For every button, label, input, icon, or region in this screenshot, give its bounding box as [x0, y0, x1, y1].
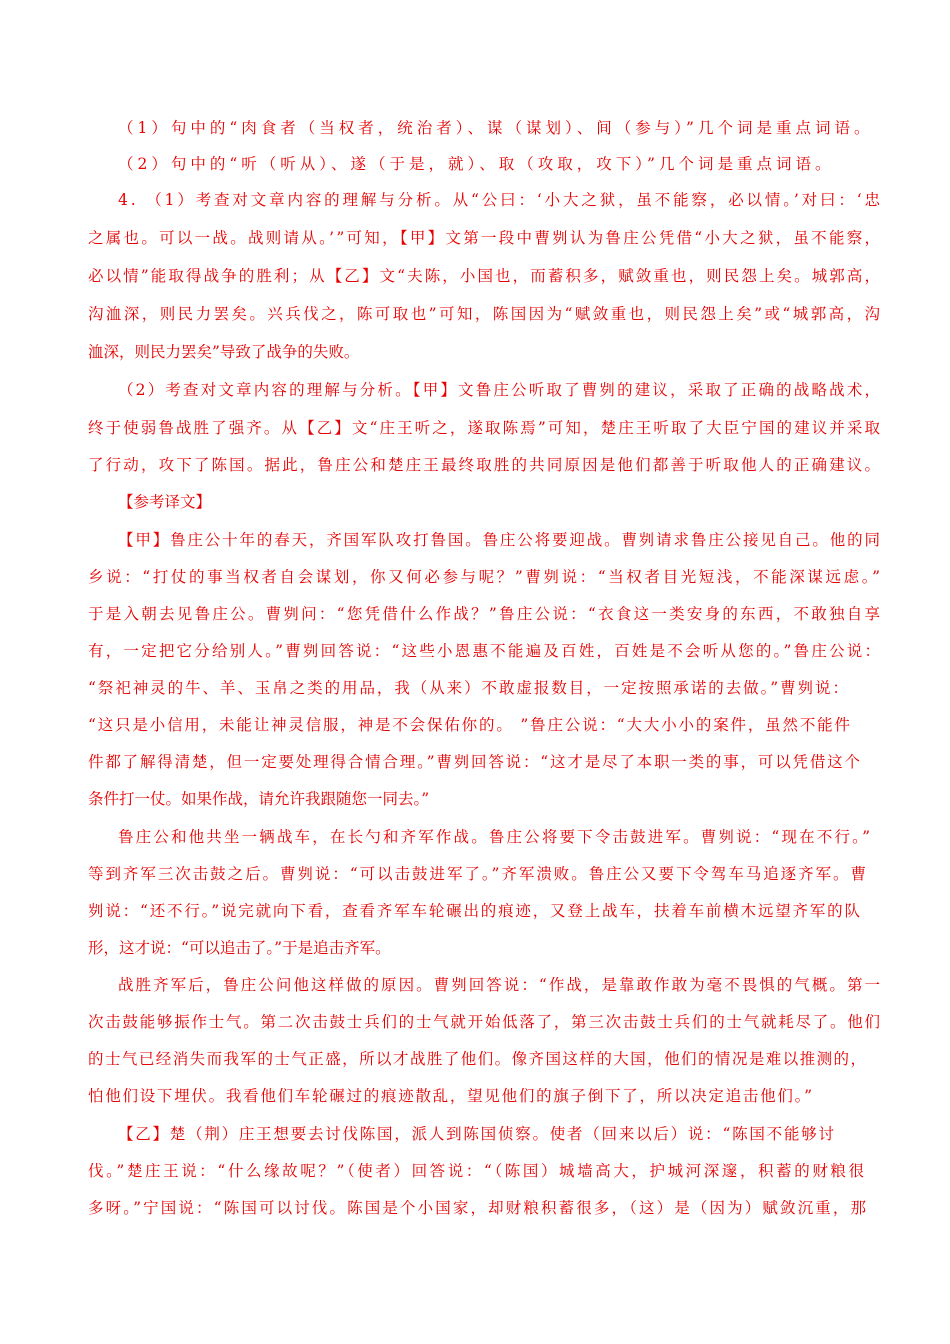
- answer-line: 了行动，攻下了陈国。据此，鲁庄公和楚庄王最终取胜的共同原因是他们都善于听取他人的正确建议。: [88, 456, 883, 474]
- translation-line: 鲁庄公和他共坐一辆战车，在长勺和齐军作战。鲁庄公将要下令击鼓进军。曹刿说：“现在不行。”: [118, 828, 873, 846]
- answer-line: 必以情”能取得战争的胜利；从【乙】文“夫陈，小国也，而蓄积多，赋敛重也，则民怨上矣。城郭高，: [88, 267, 883, 285]
- translation-line: 多呀。”宁国说：“陈国可以讨伐。陈国是个小国家，却财粮积蓄很多，（这）是（因为）赋敛沉重，那: [88, 1199, 869, 1217]
- section-heading: 【参考译文】: [118, 493, 212, 511]
- translation-line: 怕他们设下埋伏。我看他们车轮碾过的痕迹散乱，望见他们的旗子倒下了，所以决定追击他们。”: [88, 1087, 814, 1105]
- translation-line: 乡说：“打仗的事当权者自会谋划，你又何必参与呢？”曹刿说：“当权者目光短浅，不能深谋远虑。”: [88, 568, 883, 586]
- answer-line: 4. （1）考查对文章内容的理解与分析。从“公曰：‘小大之狱，虽不能察，必以情。’对曰：‘忠: [118, 191, 883, 209]
- answer-line: 终于使弱鲁战胜了强齐。从【乙】文“庄王听之，遂取陈焉”可知，楚庄王听取了大臣宁国的建议并采取: [88, 419, 883, 437]
- translation-line: 等到齐军三次击鼓之后。曹刿说：“可以击鼓进军了。”齐军溃败。鲁庄公又要下令驾车马追逐齐军。曹: [88, 865, 868, 883]
- answer-line: 沟洫深，则民力罢矣。兴兵伐之，陈可取也”可知，陈国因为“赋敛重也，则民怨上矣”或“城郭高，沟: [88, 305, 883, 323]
- translation-line: 有，一定把它分给别人。”曹刿回答说：“这些小恩惠不能遍及百姓，百姓是不会听从您的。”鲁庄公说：: [88, 642, 883, 660]
- answer-line: 洫深，则民力罢矣”导致了战争的失败。: [88, 343, 360, 361]
- answer-line: （2）句中的“听（听从）、遂（于是，就）、取（攻取，攻下）”几个词是重点词语。: [118, 155, 835, 173]
- translation-line: 的士气已经消失而我军的士气正盛，所以才战胜了他们。像齐国这样的大国，他们的情况是难以推测的，: [88, 1050, 868, 1068]
- answer-line: 之属也。可以一战。战则请从。’”可知，【甲】文第一段中曹刿认为鲁庄公凭借“小大之狱，虽不能察，: [88, 229, 883, 247]
- translation-line: 次击鼓能够振作士气。第二次击鼓士兵们的士气就开始低落了，第三次击鼓士兵们的士气就耗尽了。他们: [88, 1013, 882, 1031]
- translation-line: 形，这才说：“可以追击了。”于是追击齐军。: [88, 939, 391, 957]
- translation-line: 刿说：“还不行。”说完就向下看，查看齐军车轮碾出的痕迹，又登上战车，扶着车前横木远望齐军的队: [88, 902, 862, 920]
- translation-line: 条件打一仗。如果作战，请允许我跟随您一同去。”: [88, 790, 430, 808]
- translation-line: 战胜齐军后，鲁庄公问他这样做的原因。曹刿回答说：“作战，是靠敢作敢为毫不畏惧的气概。第一: [118, 976, 883, 994]
- translation-line: 【甲】鲁庄公十年的春天，齐国军队攻打鲁国。鲁庄公将要迎战。曹刿请求鲁庄公接见自己。他的同: [118, 531, 882, 549]
- translation-line: 于是入朝去见鲁庄公。曹刿问：“您凭借什么作战？”鲁庄公说：“衣食这一类安身的东西，不敢独自享: [88, 605, 883, 623]
- translation-line: “这只是小信用，未能让神灵信服，神是不会保佑你的。 ”鲁庄公说：“大大小小的案件，虽然不能件: [88, 716, 852, 734]
- answer-line: （1）句中的“肉食者（当权者，统治者）、谋（谋划）、间（参与）”几个词是重点词语。: [118, 119, 874, 137]
- answer-line: （2）考查对文章内容的理解与分析。【甲】文鲁庄公听取了曹刿的建议，采取了正确的战略战术，: [118, 381, 883, 399]
- translation-line: 伐。”楚庄王说：“什么缘故呢？”（使者）回答说：“（陈国）城墙高大，护城河深邃，积蓄的财粮很: [88, 1162, 867, 1180]
- translation-line: “祭祀神灵的牛、羊、玉帛之类的用品，我（从来）不敢虚报数目，一定按照承诺的去做。”曹刿说：: [88, 679, 850, 697]
- translation-line: 【乙】楚（荆）庄王想要去讨伐陈国，派人到陈国侦察。使者（回来以后）说：“陈国不能够讨: [118, 1125, 836, 1143]
- translation-line: 件都了解得清楚，但一定要处理得合情合理。”曹刿回答说：“这才是尽了本职一类的事，可以凭借这个: [88, 753, 862, 771]
